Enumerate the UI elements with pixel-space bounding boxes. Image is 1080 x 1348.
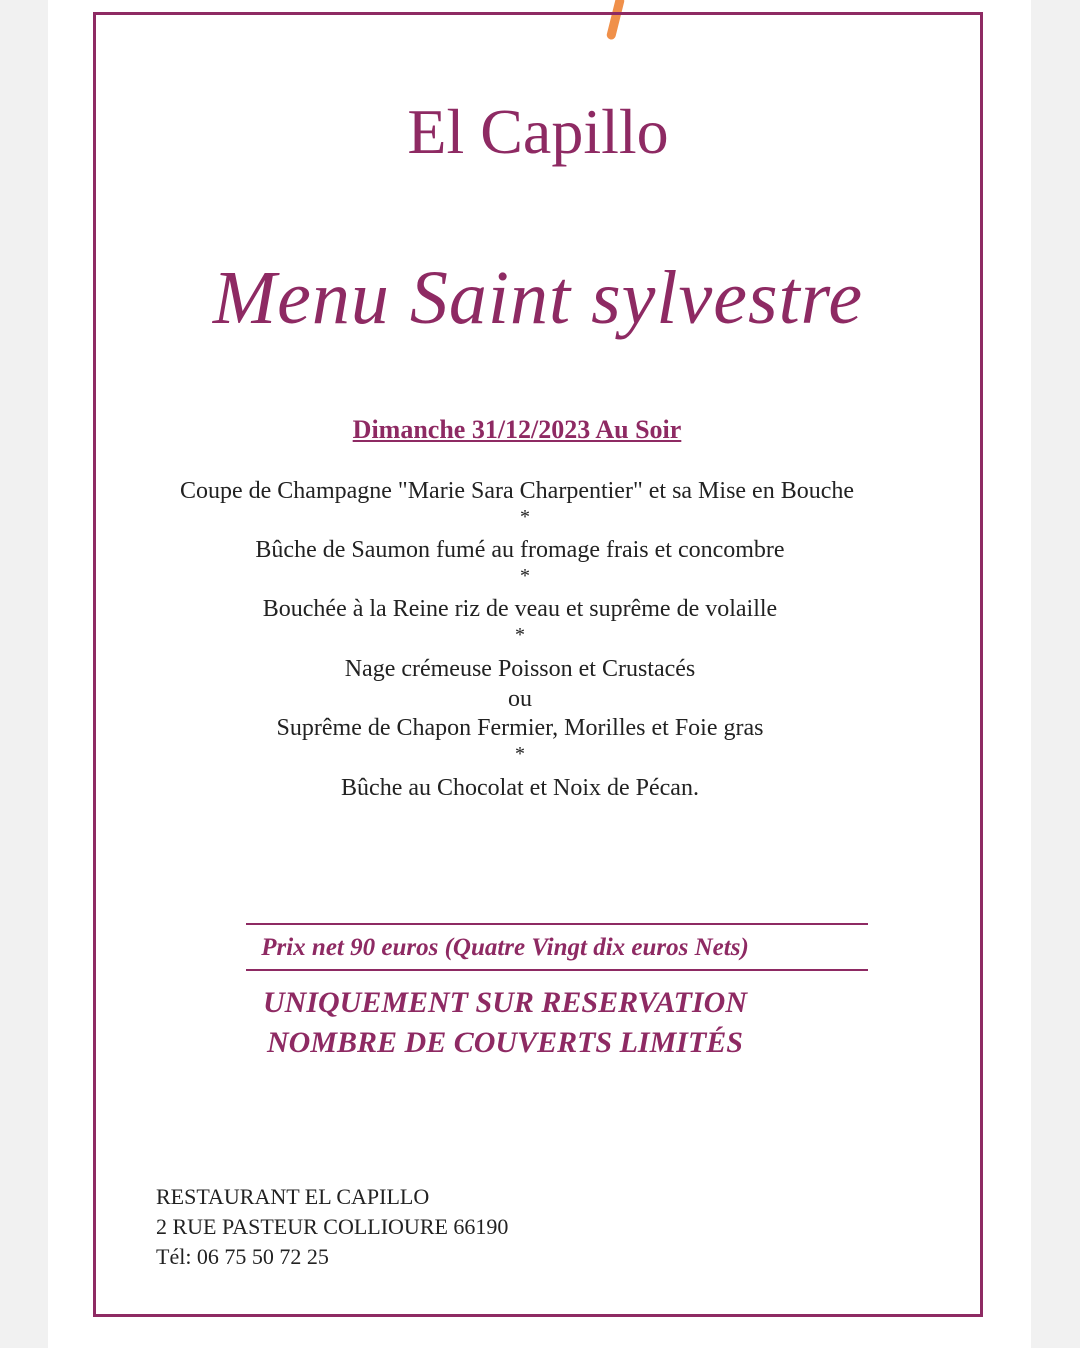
dish-3: Bouchée à la Reine riz de veau et suprême de volaille xyxy=(262,596,778,622)
reservation-line-1: UNIQUEMENT SUR RESERVATION xyxy=(262,986,748,1019)
separator: * xyxy=(520,565,530,587)
address-street: 2 RUE PASTEUR COLLIOURE 66190 xyxy=(156,1214,509,1239)
dish-5: Suprême de Chapon Fermier, Morilles et Foie gras xyxy=(276,715,764,741)
price-line: Prix net 90 euros (Quatre Vingt dix euros Nets) xyxy=(261,934,749,961)
dish-1: Coupe de Champagne "Marie Sara Charpentier" et sa Mise en Bouche xyxy=(179,478,855,504)
menu-title: Menu Saint sylvestre xyxy=(212,256,864,340)
dish-6: Bûche au Chocolat et Noix de Pécan. xyxy=(341,775,699,801)
dish-or: ou xyxy=(508,686,532,712)
price-rule-bottom xyxy=(246,969,868,971)
separator: * xyxy=(520,506,530,528)
separator: * xyxy=(515,624,525,646)
address-name: RESTAURANT EL CAPILLO xyxy=(156,1184,430,1209)
restaurant-title: El Capillo xyxy=(407,96,669,167)
dish-2: Bûche de Saumon fumé au fromage frais et concombre xyxy=(255,537,785,563)
reservation-line-2: NOMBRE DE COUVERTS LIMITÉS xyxy=(267,1026,743,1059)
price-rule-top xyxy=(246,923,868,925)
date-line: Dimanche 31/12/2023 Au Soir xyxy=(352,415,682,444)
separator: * xyxy=(515,743,525,765)
address-phone: Tél: 06 75 50 72 25 xyxy=(156,1244,329,1269)
dish-4: Nage crémeuse Poisson et Crustacés xyxy=(344,656,696,682)
